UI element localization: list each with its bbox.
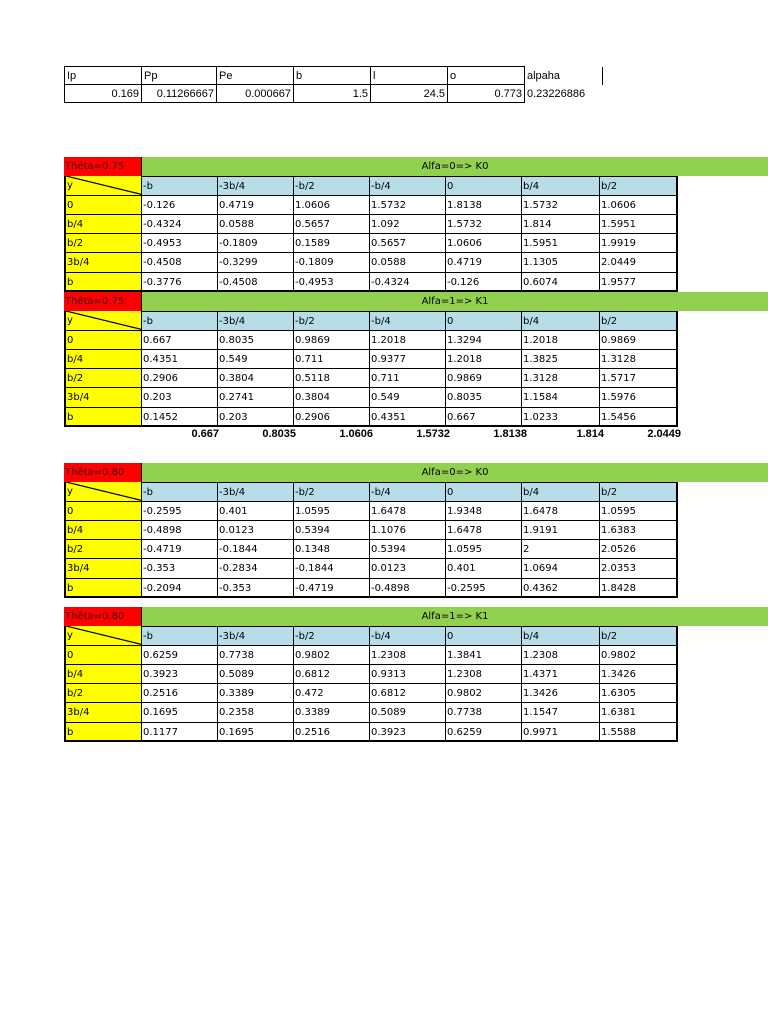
theta-label: Thêta=0.80 xyxy=(64,607,142,626)
table-cell: 0.7738 xyxy=(218,646,294,665)
table-cell: -0.4898 xyxy=(142,521,218,540)
table-cell: -0.4508 xyxy=(142,253,218,272)
row-label: b/2 xyxy=(64,540,142,559)
max-value: 1.0606 xyxy=(339,428,373,440)
param-header: o xyxy=(448,67,525,85)
row-label: 0 xyxy=(64,196,142,215)
table-cell: 0.5394 xyxy=(294,521,370,540)
table-cell: 1.3128 xyxy=(600,350,678,369)
table-cell: 0.2906 xyxy=(142,369,218,388)
table-cell: 0.549 xyxy=(370,388,446,407)
table-cell: 0.2516 xyxy=(142,684,218,703)
table-row xyxy=(64,215,768,234)
table-cell: 0.401 xyxy=(218,502,294,521)
alfa-label xyxy=(142,157,768,176)
column-header: 0 xyxy=(446,176,522,195)
table-row xyxy=(64,646,768,665)
column-header: b/2 xyxy=(600,176,678,195)
column-header-row xyxy=(64,311,768,330)
table-cell: 1.2308 xyxy=(446,665,522,684)
table-cell: 0.6074 xyxy=(522,273,600,292)
table-cell: -0.353 xyxy=(218,579,294,598)
table-row xyxy=(64,253,768,272)
column-header: -b/4 xyxy=(370,311,446,330)
table-cell: -0.1844 xyxy=(294,559,370,578)
table-cell: 0.1695 xyxy=(218,723,294,742)
table-row xyxy=(64,521,768,540)
param-value: 0.11266667 xyxy=(142,85,217,103)
table-cell: 1.5588 xyxy=(600,723,678,742)
table-cell: 0.2358 xyxy=(218,703,294,722)
row-label: b/2 xyxy=(64,234,142,253)
y-axis-label: y xyxy=(67,315,73,327)
table-cell: 0.711 xyxy=(294,350,370,369)
table-cell: 1.0595 xyxy=(446,540,522,559)
table-cell: 0.1695 xyxy=(142,703,218,722)
table-row xyxy=(64,540,768,559)
column-header: -b/4 xyxy=(370,626,446,645)
column-header: -3b/4 xyxy=(218,626,294,645)
table-cell: 1.2308 xyxy=(522,646,600,665)
table-cell: 0.5394 xyxy=(370,540,446,559)
max-values-row xyxy=(142,428,690,444)
table-cell: 2.0449 xyxy=(600,253,678,272)
table-cell: 1.2018 xyxy=(370,331,446,350)
row-label: b/4 xyxy=(64,665,142,684)
table-row xyxy=(64,502,768,521)
y-header-cell xyxy=(64,311,142,330)
table-cell: -0.2595 xyxy=(142,502,218,521)
table-row xyxy=(64,388,768,407)
row-label: 3b/4 xyxy=(64,253,142,272)
table-cell: 1.2018 xyxy=(446,350,522,369)
table-cell: 2 xyxy=(522,540,600,559)
table-cell: 1.2018 xyxy=(522,331,600,350)
row-label: b/4 xyxy=(64,521,142,540)
table-cell: 1.8138 xyxy=(446,196,522,215)
table-cell: 1.5976 xyxy=(600,388,678,407)
column-header: 0 xyxy=(446,626,522,645)
table-row xyxy=(64,665,768,684)
table-cell: 0.472 xyxy=(294,684,370,703)
y-header-cell xyxy=(64,176,142,195)
table-cell: 1.5456 xyxy=(600,408,678,427)
column-header-row xyxy=(64,482,768,501)
max-value: 2.0449 xyxy=(647,428,681,440)
table-cell: 1.3426 xyxy=(522,684,600,703)
column-header: b/4 xyxy=(522,311,600,330)
table-cell: 0.401 xyxy=(446,559,522,578)
table-cell: 0.5657 xyxy=(370,234,446,253)
diagonal-divider xyxy=(66,176,141,194)
table-cell: 0.1348 xyxy=(294,540,370,559)
table-cell: 1.0694 xyxy=(522,559,600,578)
table-row xyxy=(64,234,768,253)
table-cell: 1.5717 xyxy=(600,369,678,388)
theta-label: Thêta=0.80 xyxy=(64,463,142,482)
row-label: b xyxy=(64,273,142,292)
row-label: 3b/4 xyxy=(64,559,142,578)
table-cell: 0.3804 xyxy=(218,369,294,388)
param-value: 24.5 xyxy=(371,85,448,103)
table-cell: -0.4953 xyxy=(142,234,218,253)
table-cell: 0.7738 xyxy=(446,703,522,722)
max-value: 0.8035 xyxy=(262,428,296,440)
table-cell: 1.5951 xyxy=(522,234,600,253)
column-header: -b/4 xyxy=(370,176,446,195)
table-cell: 0.1589 xyxy=(294,234,370,253)
table-cell: -0.4324 xyxy=(370,273,446,292)
table-cell: 0.9802 xyxy=(600,646,678,665)
table-cell: 1.4371 xyxy=(522,665,600,684)
table-cell: 0.6812 xyxy=(294,665,370,684)
table-cell: 2.0353 xyxy=(600,559,678,578)
table-cell: 0.5089 xyxy=(370,703,446,722)
table-cell: 0.5118 xyxy=(294,369,370,388)
table-cell: 0.4719 xyxy=(218,196,294,215)
table-cell: 0.4351 xyxy=(370,408,446,427)
table-cell: 1.0606 xyxy=(446,234,522,253)
table-cell: -0.126 xyxy=(142,196,218,215)
table-cell: 1.6305 xyxy=(600,684,678,703)
column-header: b/2 xyxy=(600,626,678,645)
parameter-table xyxy=(64,66,603,103)
table-cell: 0.3923 xyxy=(142,665,218,684)
block-title-row xyxy=(64,463,768,482)
table-row xyxy=(64,369,768,388)
table-cell: 0.667 xyxy=(142,331,218,350)
param-value: 0.000667 xyxy=(217,85,294,103)
table-cell: 0.6259 xyxy=(142,646,218,665)
column-header: -3b/4 xyxy=(218,482,294,501)
table-cell: 0.9802 xyxy=(294,646,370,665)
table-cell: 0.2516 xyxy=(294,723,370,742)
parameter-header-row xyxy=(65,67,603,85)
table-cell: 1.0595 xyxy=(600,502,678,521)
table-cell: 0.667 xyxy=(446,408,522,427)
table-cell: 1.3128 xyxy=(522,369,600,388)
row-label: b xyxy=(64,579,142,598)
table-cell: -0.4719 xyxy=(294,579,370,598)
table-cell: 1.1584 xyxy=(522,388,600,407)
coefficient-block xyxy=(64,607,768,742)
row-label: b xyxy=(64,723,142,742)
table-cell: -0.126 xyxy=(446,273,522,292)
table-cell: 0.203 xyxy=(218,408,294,427)
table-cell: 1.8428 xyxy=(600,579,678,598)
table-cell: 0.9971 xyxy=(522,723,600,742)
table-cell: -0.4898 xyxy=(370,579,446,598)
table-cell: -0.2094 xyxy=(142,579,218,598)
table-cell: 1.9577 xyxy=(600,273,678,292)
diagonal-divider xyxy=(66,626,141,644)
table-cell: 0.0588 xyxy=(370,253,446,272)
table-cell: 1.5951 xyxy=(600,215,678,234)
y-header-cell xyxy=(64,482,142,501)
table-cell: 0.4719 xyxy=(446,253,522,272)
table-cell: 0.3923 xyxy=(370,723,446,742)
column-header: -b/2 xyxy=(294,176,370,195)
table-cell: 1.3825 xyxy=(522,350,600,369)
column-header: -b xyxy=(142,176,218,195)
column-header: b/4 xyxy=(522,176,600,195)
table-row xyxy=(64,559,768,578)
table-cell: 0.203 xyxy=(142,388,218,407)
param-header: Pp xyxy=(142,67,217,85)
column-header: -b/2 xyxy=(294,482,370,501)
table-cell: 1.5732 xyxy=(522,196,600,215)
y-axis-label: y xyxy=(67,486,73,498)
column-header-row xyxy=(64,176,768,195)
table-cell: 0.9377 xyxy=(370,350,446,369)
theta-label: Thêta=0.75 xyxy=(64,292,142,311)
table-cell: 0.1452 xyxy=(142,408,218,427)
coefficient-block xyxy=(64,463,768,598)
row-label: b/4 xyxy=(64,215,142,234)
row-label: 0 xyxy=(64,646,142,665)
table-cell: 1.1305 xyxy=(522,253,600,272)
column-header-row xyxy=(64,626,768,645)
block-title-row xyxy=(64,607,768,626)
table-cell: 1.3426 xyxy=(600,665,678,684)
column-header: b/2 xyxy=(600,482,678,501)
table-cell: 1.6478 xyxy=(522,502,600,521)
table-cell: 0.4362 xyxy=(522,579,600,598)
table-cell: 1.9191 xyxy=(522,521,600,540)
table-cell: 0.6259 xyxy=(446,723,522,742)
table-cell: -0.4953 xyxy=(294,273,370,292)
table-cell: 0.9802 xyxy=(446,684,522,703)
table-row xyxy=(64,350,768,369)
table-cell: 1.5732 xyxy=(446,215,522,234)
block-title-row xyxy=(64,292,768,311)
max-value: 1.8138 xyxy=(493,428,527,440)
table-cell: -0.1809 xyxy=(218,234,294,253)
table-cell: -0.3299 xyxy=(218,253,294,272)
table-row xyxy=(64,684,768,703)
table-cell: 1.0595 xyxy=(294,502,370,521)
table-cell: 0.3389 xyxy=(218,684,294,703)
table-row xyxy=(64,273,768,292)
param-value: 0.23226886 xyxy=(527,87,586,100)
max-value: 1.5732 xyxy=(416,428,450,440)
table-cell: 0.3389 xyxy=(294,703,370,722)
table-cell: 1.6383 xyxy=(600,521,678,540)
table-cell: 1.9348 xyxy=(446,502,522,521)
table-cell: -0.4719 xyxy=(142,540,218,559)
table-cell: -0.353 xyxy=(142,559,218,578)
table-row xyxy=(64,196,768,215)
param-header: Ip xyxy=(65,67,142,85)
table-cell: 1.3294 xyxy=(446,331,522,350)
column-header: -b xyxy=(142,482,218,501)
param-value: 1.5 xyxy=(294,85,371,103)
table-row xyxy=(64,408,768,427)
table-cell: 0.2741 xyxy=(218,388,294,407)
table-cell: 0.4351 xyxy=(142,350,218,369)
table-cell: 1.0606 xyxy=(294,196,370,215)
table-cell: 0.0123 xyxy=(218,521,294,540)
table-row xyxy=(64,579,768,598)
diagonal-divider xyxy=(66,482,141,500)
table-cell: 0.9869 xyxy=(600,331,678,350)
table-cell: 1.3841 xyxy=(446,646,522,665)
table-cell: 1.5732 xyxy=(370,196,446,215)
table-row xyxy=(64,331,768,350)
table-cell: -0.3776 xyxy=(142,273,218,292)
row-label: b/2 xyxy=(64,369,142,388)
table-cell: 0.0123 xyxy=(370,559,446,578)
alfa-label-text: Alfa=0=> K0 xyxy=(421,467,489,478)
table-cell: 1.2308 xyxy=(370,646,446,665)
table-cell: 0.711 xyxy=(370,369,446,388)
table-cell: -0.2834 xyxy=(218,559,294,578)
y-axis-label: y xyxy=(67,630,73,642)
alfa-label-text: Alfa=0=> K0 xyxy=(421,161,489,172)
table-cell: 0.6812 xyxy=(370,684,446,703)
param-value: 0.169 xyxy=(65,85,142,103)
row-label: b xyxy=(64,408,142,427)
table-cell: 1.092 xyxy=(370,215,446,234)
y-axis-label: y xyxy=(67,180,73,192)
table-cell: -0.1844 xyxy=(218,540,294,559)
table-cell: 0.0588 xyxy=(218,215,294,234)
column-header: -b/2 xyxy=(294,311,370,330)
row-label: 3b/4 xyxy=(64,388,142,407)
table-cell: 0.5089 xyxy=(218,665,294,684)
max-value: 1.814 xyxy=(576,428,604,440)
table-cell: 0.8035 xyxy=(446,388,522,407)
theta-label: Thêta=0.75 xyxy=(64,157,142,176)
column-header: b/4 xyxy=(522,626,600,645)
coefficient-block xyxy=(64,157,768,292)
diagonal-divider xyxy=(66,311,141,329)
block-title-row xyxy=(64,157,768,176)
row-label: 3b/4 xyxy=(64,703,142,722)
column-header: -b xyxy=(142,626,218,645)
table-cell: 0.9869 xyxy=(294,331,370,350)
table-cell: 1.1076 xyxy=(370,521,446,540)
column-header: 0 xyxy=(446,311,522,330)
column-header: -b/4 xyxy=(370,482,446,501)
column-header: -3b/4 xyxy=(218,176,294,195)
table-cell: 0.2906 xyxy=(294,408,370,427)
param-header: alpaha xyxy=(525,67,603,85)
table-cell: -0.1809 xyxy=(294,253,370,272)
table-cell: 0.8035 xyxy=(218,331,294,350)
param-header: Pe xyxy=(217,67,294,85)
alfa-label-text: Alfa=1=> K1 xyxy=(421,296,489,307)
param-header: l xyxy=(371,67,448,85)
table-cell: 0.1177 xyxy=(142,723,218,742)
row-label: 0 xyxy=(64,331,142,350)
table-row xyxy=(64,703,768,722)
column-header: 0 xyxy=(446,482,522,501)
parameter-value-row xyxy=(65,85,603,103)
coefficient-block xyxy=(64,292,768,427)
y-header-cell xyxy=(64,626,142,645)
alfa-label xyxy=(142,607,768,626)
table-cell: -0.4508 xyxy=(218,273,294,292)
table-cell: 0.9869 xyxy=(446,369,522,388)
table-cell: 1.814 xyxy=(522,215,600,234)
row-label: 0 xyxy=(64,502,142,521)
column-header: -3b/4 xyxy=(218,311,294,330)
table-cell: 0.3804 xyxy=(294,388,370,407)
table-cell: 1.9919 xyxy=(600,234,678,253)
table-cell: 1.6478 xyxy=(446,521,522,540)
table-cell: 1.6478 xyxy=(370,502,446,521)
table-cell: 1.0606 xyxy=(600,196,678,215)
table-row xyxy=(64,723,768,742)
column-header: -b xyxy=(142,311,218,330)
table-cell: 0.9313 xyxy=(370,665,446,684)
table-cell: -0.4324 xyxy=(142,215,218,234)
table-cell: 2.0526 xyxy=(600,540,678,559)
alfa-label xyxy=(142,292,768,311)
table-cell: 0.5657 xyxy=(294,215,370,234)
table-cell: 1.0233 xyxy=(522,408,600,427)
alfa-label-text: Alfa=1=> K1 xyxy=(421,611,489,622)
row-label: b/4 xyxy=(64,350,142,369)
row-label: b/2 xyxy=(64,684,142,703)
table-cell: 0.549 xyxy=(218,350,294,369)
column-header: b/4 xyxy=(522,482,600,501)
param-header: b xyxy=(294,67,371,85)
param-value: 0.773 xyxy=(448,85,525,103)
table-cell: 1.6381 xyxy=(600,703,678,722)
column-header: -b/2 xyxy=(294,626,370,645)
max-value: 0.667 xyxy=(191,428,219,440)
table-cell: 1.1547 xyxy=(522,703,600,722)
column-header: b/2 xyxy=(600,311,678,330)
alfa-label xyxy=(142,463,768,482)
table-cell: -0.2595 xyxy=(446,579,522,598)
